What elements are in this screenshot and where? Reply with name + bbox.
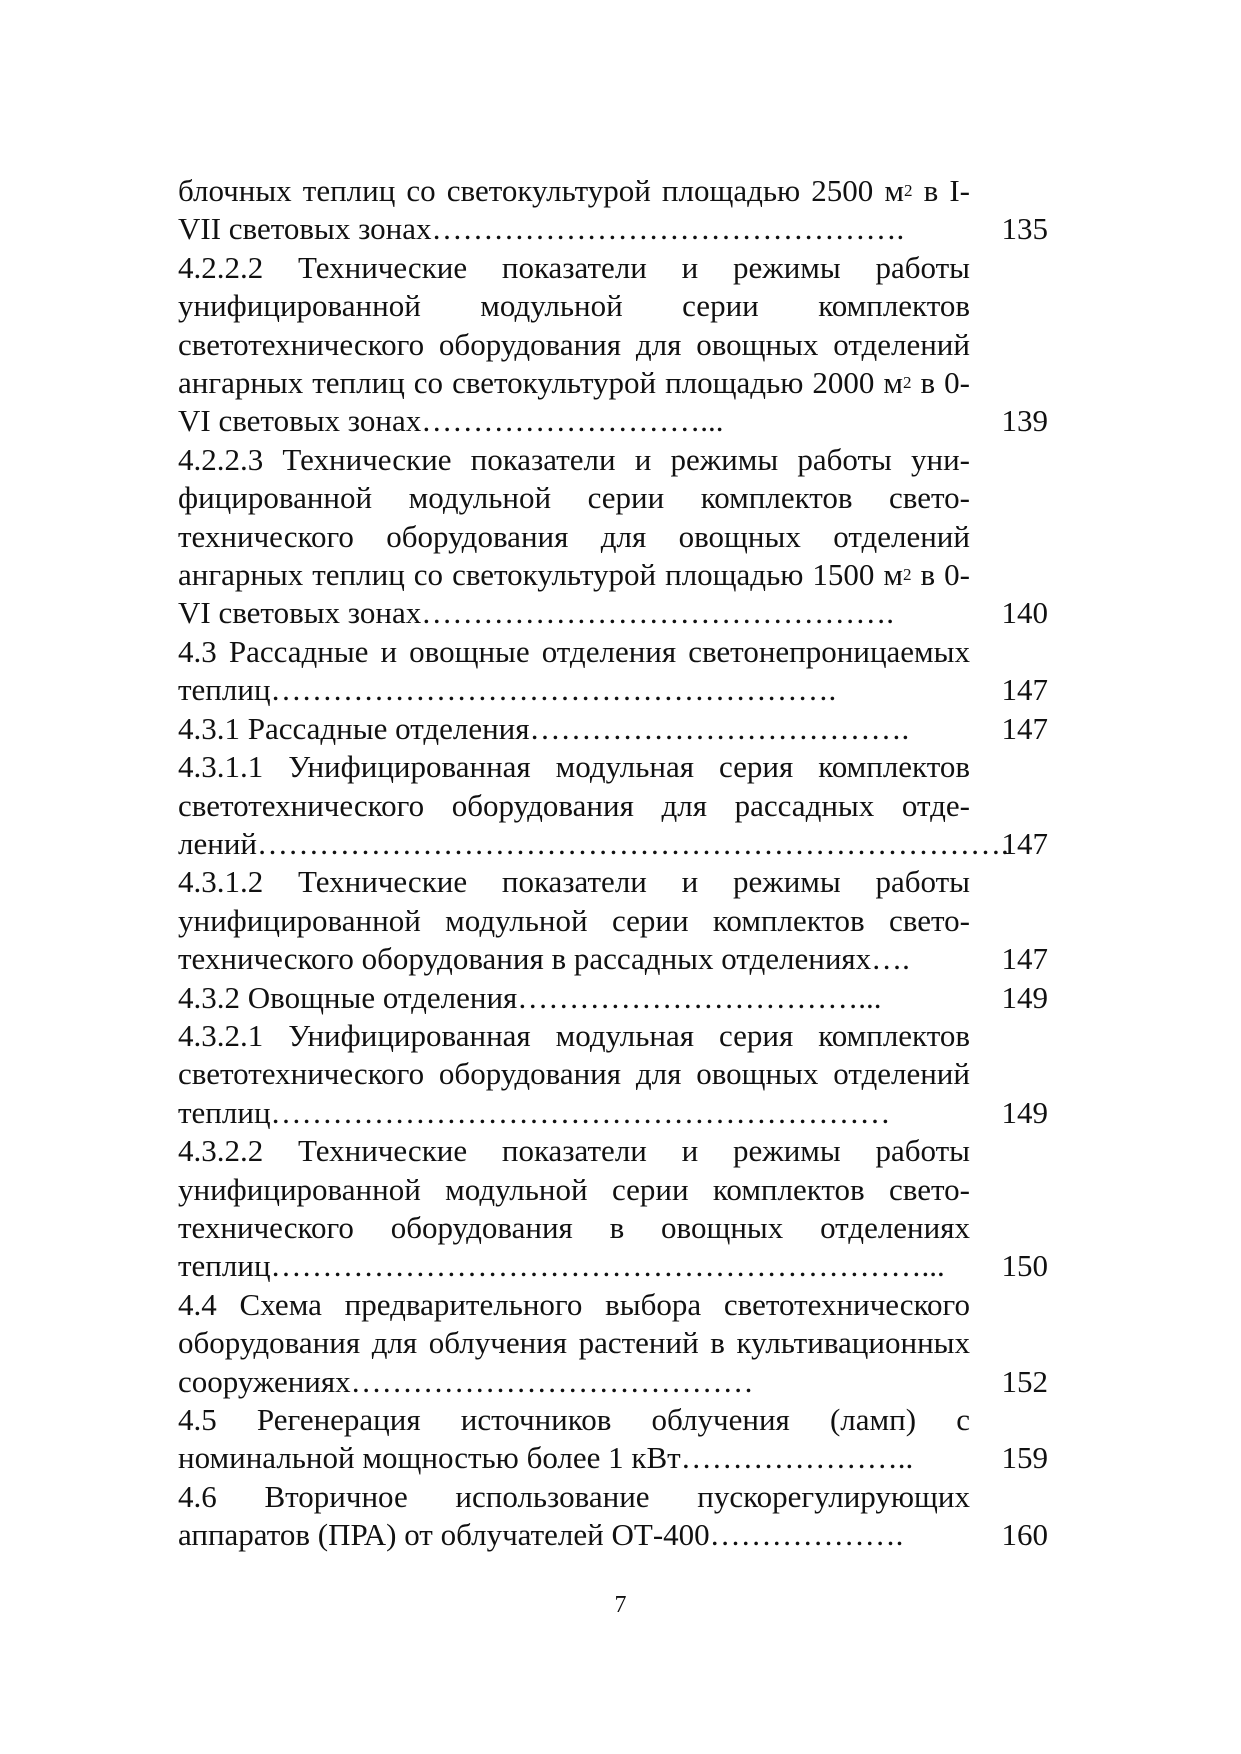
toc-entry-title: 4.3.1.2 Технические показатели и режимы работы унифицированной модульной серии комплектов светотехнического оборудования в рассадных отделениях…. — [178, 864, 970, 977]
toc-page-number: 147 — [1001, 825, 1048, 861]
toc-entry — [178, 172, 1048, 249]
superscript: 2 — [903, 180, 913, 200]
toc-entry — [178, 1017, 1048, 1132]
toc-page-number: 152 — [1001, 1363, 1048, 1399]
toc-page-number: 147 — [1001, 941, 1048, 977]
page-number: 7 — [614, 1592, 627, 1618]
table-of-contents — [178, 172, 1048, 1555]
toc-page-number: 135 — [1001, 211, 1048, 247]
toc-page-number: 149 — [1001, 1094, 1048, 1130]
toc-entry — [178, 249, 1048, 441]
toc-page-number: 160 — [1001, 1517, 1048, 1553]
toc-entry-title: 4.4 Схема предварительного выбора светотехнического оборудования для облучения растений в культивационных сооружениях………………………………… — [178, 1286, 970, 1399]
superscript: 2 — [903, 372, 912, 392]
toc-entry-title: 4.3.1.1 Унифицированная модульная серия комплектов светотехнического оборудования для рассадных отделений………………………………………………………………. — [178, 749, 1009, 861]
toc-entry-title: блочных теплиц со светокультурой площадью 2500 $м^2$ в I-VII световых зонах………………………………………. — [178, 173, 970, 247]
toc-entry — [178, 863, 1048, 978]
toc-entry — [178, 1132, 1048, 1286]
toc-entry — [178, 748, 1048, 863]
toc-entry — [178, 633, 1048, 710]
toc-page-number: 139 — [1001, 403, 1048, 439]
toc-page-number: 150 — [1001, 1248, 1048, 1284]
toc-entry-title: 4.6 Вторичное использование пускорегулирующих аппаратов (ПРА) от облучателей ОТ-400………………. — [178, 1478, 970, 1553]
toc-entry-title: 4.2.2.3 Технические показатели и режимы работы унифицированной модульной серии комплектов светотехнического оборудования для овощных отделений ангарных теплиц со светокультурой площадью 1500 $м^2$ в 0-VI световых зонах………………………………………. — [178, 441, 970, 631]
toc-page-number: 147 — [1001, 672, 1048, 708]
toc-entry-title: 4.3.1 Рассадные отделения………………………………. — [178, 710, 910, 746]
toc-entry-title: 4.3 Рассадные и овощные отделения светонепроницаемых теплиц………………………………………………. — [178, 633, 970, 708]
toc-entry — [178, 441, 1048, 633]
toc-entry-title: 4.2.2.2 Технические показатели и режимы работы унифицированной модульной серии комплектов светотехнического оборудования для овощных отделений ангарных теплиц со светокультурой площадью 2000 $м^2$ в 0-VI световых зонах………………………... — [178, 249, 970, 439]
toc-entry — [178, 979, 1048, 1017]
superscript: 2 — [903, 564, 912, 584]
toc-entry-title: 4.3.2 Овощные отделения……………………………... — [178, 979, 882, 1015]
toc-entry — [178, 1401, 1048, 1478]
toc-entry — [178, 1478, 1048, 1555]
toc-page-number: 147 — [1001, 710, 1048, 746]
toc-entry-title: 4.5 Регенерация источников облучения (ламп) с номинальной мощностью более 1 кВт………………….. — [178, 1402, 970, 1476]
toc-entry — [178, 710, 1048, 748]
toc-entry-title: 4.3.2.2 Технические показатели и режимы работы унифицированной модульной серии комплектов светотехнического оборудования в овощных отделениях теплиц………………………………………………………... — [178, 1133, 970, 1284]
toc-page-number: 159 — [1001, 1440, 1048, 1476]
toc-page-number: 149 — [1001, 979, 1048, 1015]
toc-entry-title: 4.3.2.1 Унифицированная модульная серия комплектов светотехнического оборудования для овощных отделений теплиц…………………………………………………… — [178, 1017, 970, 1130]
toc-entry — [178, 1286, 1048, 1401]
toc-page-number: 140 — [1001, 595, 1048, 631]
